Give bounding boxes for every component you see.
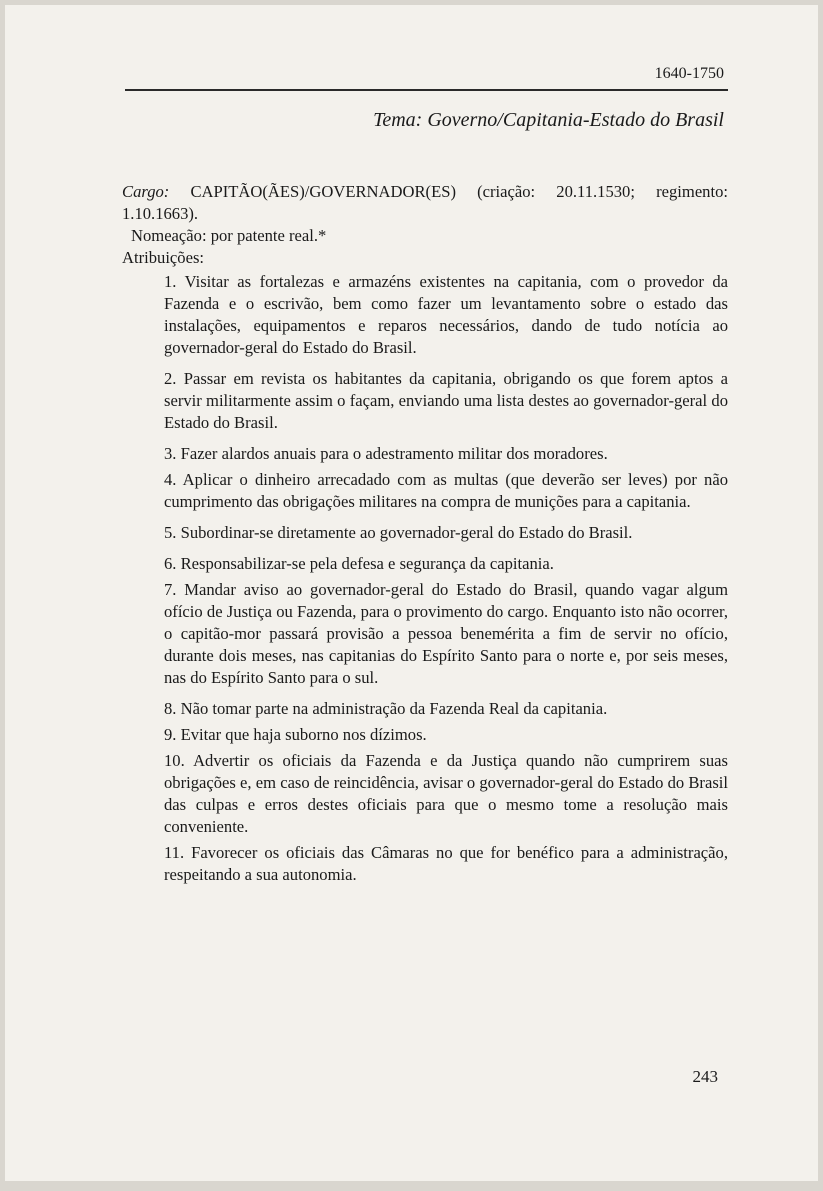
list-item: 4. Aplicar o dinheiro arrecadado com as multas (que deverão ser leves) por não cumprimento das obrigações militares na compra de munições para a capitania.	[164, 470, 728, 511]
atribuicoes-list	[122, 271, 728, 886]
list-item: 2. Passar em revista os habitantes da capitania, obrigando os que forem aptos a servir militarmente assim o façam, enviando uma lista destes ao governador-geral do Estado do Brasil.	[164, 369, 728, 432]
list-item: 10. Advertir os oficiais da Fazenda e da Justiça quando não cumprirem suas obrigações e, em caso de reincidência, avisar o governador-geral do Estado do Brasil das culpas e erros destes oficiais para que o mesmo tome a resolução mais conveniente.	[164, 751, 728, 836]
list-item: 9. Evitar que haja suborno nos dízimos.	[164, 725, 427, 744]
list-item: 5. Subordinar-se diretamente ao governador-geral do Estado do Brasil.	[164, 523, 633, 542]
list-item: 11. Favorecer os oficiais das Câmaras no que for benéfico para a administração, respeitando a sua autonomia.	[164, 843, 728, 884]
nomeacao-line: Nomeação: por patente real.*	[131, 226, 327, 245]
body-text	[122, 181, 728, 895]
cargo-paragraph	[122, 181, 728, 225]
atribuicoes-label: Atribuições:	[122, 248, 205, 267]
header-rule	[125, 89, 728, 91]
cargo-text: CAPITÃO(ÃES)/GOVERNADOR(ES) (criação: 20.11.1530; regimento: 1.10.1663).	[122, 182, 728, 223]
list-item: 1. Visitar as fortalezas e armazéns existentes na capitania, com o provedor da Fazenda e o escrivão, bem como fazer um levantamento sobre o estado das instalações, equipamentos e reparos necessários, dando de tudo notícia ao governador-geral do Estado do Brasil.	[164, 272, 728, 357]
list-item: 6. Responsabilizar-se pela defesa e segurança da capitania.	[164, 554, 554, 573]
period-header: 1640-1750	[654, 65, 724, 82]
list-item: 8. Não tomar parte na administração da Fazenda Real da capitania.	[164, 699, 608, 718]
tema-heading: Tema: Governo/Capitania-Estado do Brasil	[373, 109, 724, 131]
cargo-label: Cargo:	[122, 182, 170, 201]
list-item: 3. Fazer alardos anuais para o adestramento militar dos moradores.	[164, 444, 608, 463]
document-page	[5, 5, 818, 1181]
page-number: 243	[692, 1067, 718, 1086]
list-item: 7. Mandar aviso ao governador-geral do Estado do Brasil, quando vagar algum ofício de Justiça ou Fazenda, para o provimento do cargo. Enquanto isto não ocorrer, o capitão-mor passará provisão a pessoa benemérita a fim de servir no ofício, durante dois meses, nas capitanias do Espírito Santo para o norte e, por seis meses, nas do Espírito Santo para o sul.	[164, 580, 728, 687]
